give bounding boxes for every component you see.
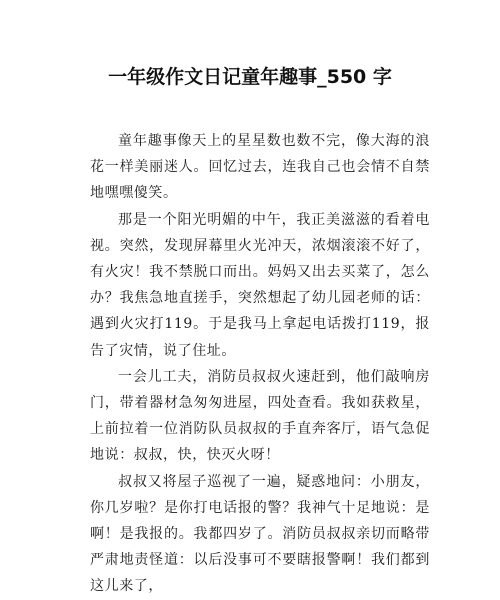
paragraph: 叔叔又将屋子巡视了一遍，疑惑地问：小朋友，你几岁啦？是你打电话报的警？我神气十足地说：是啊！是我报的。我都四岁了。消防员叔叔亲切而略带严肃地责怪道：以后没事可不要瞎报警啊！我们都到这儿来了， xyxy=(90,473,430,595)
paragraph: 童年趣事像天上的星星数也数不完，像大海的浪花一样美丽迷人。回忆过去，连我自己也会情不自禁地嘿嘿傻笑。 xyxy=(90,133,430,202)
document-title: 一年级作文日记童年趣事_550 字 xyxy=(108,66,392,88)
paragraph: 那是一个阳光明媚的中午，我正美滋滋的看着电视。突然，发现屏幕里火光冲天，浓烟滚滚不好了，有火灾！我不禁脱口而出。妈妈又出去买菜了，怎么办？我焦急地直搓手，突然想起了幼儿园老师的话：遇到火灾打119。于是我马上拿起电话拨打119，报告了灾情，说了住址。 xyxy=(90,211,430,359)
document-body xyxy=(90,128,430,600)
paragraph: 一会儿工夫，消防员叔叔火速赶到，他们敲响房门，带着器材急匆匆进屋，四处查看。我如获救星，上前拉着一位消防队员叔叔的手直奔客厅，语气急促地说：叔叔，快，快灭火呀！ xyxy=(90,368,430,464)
